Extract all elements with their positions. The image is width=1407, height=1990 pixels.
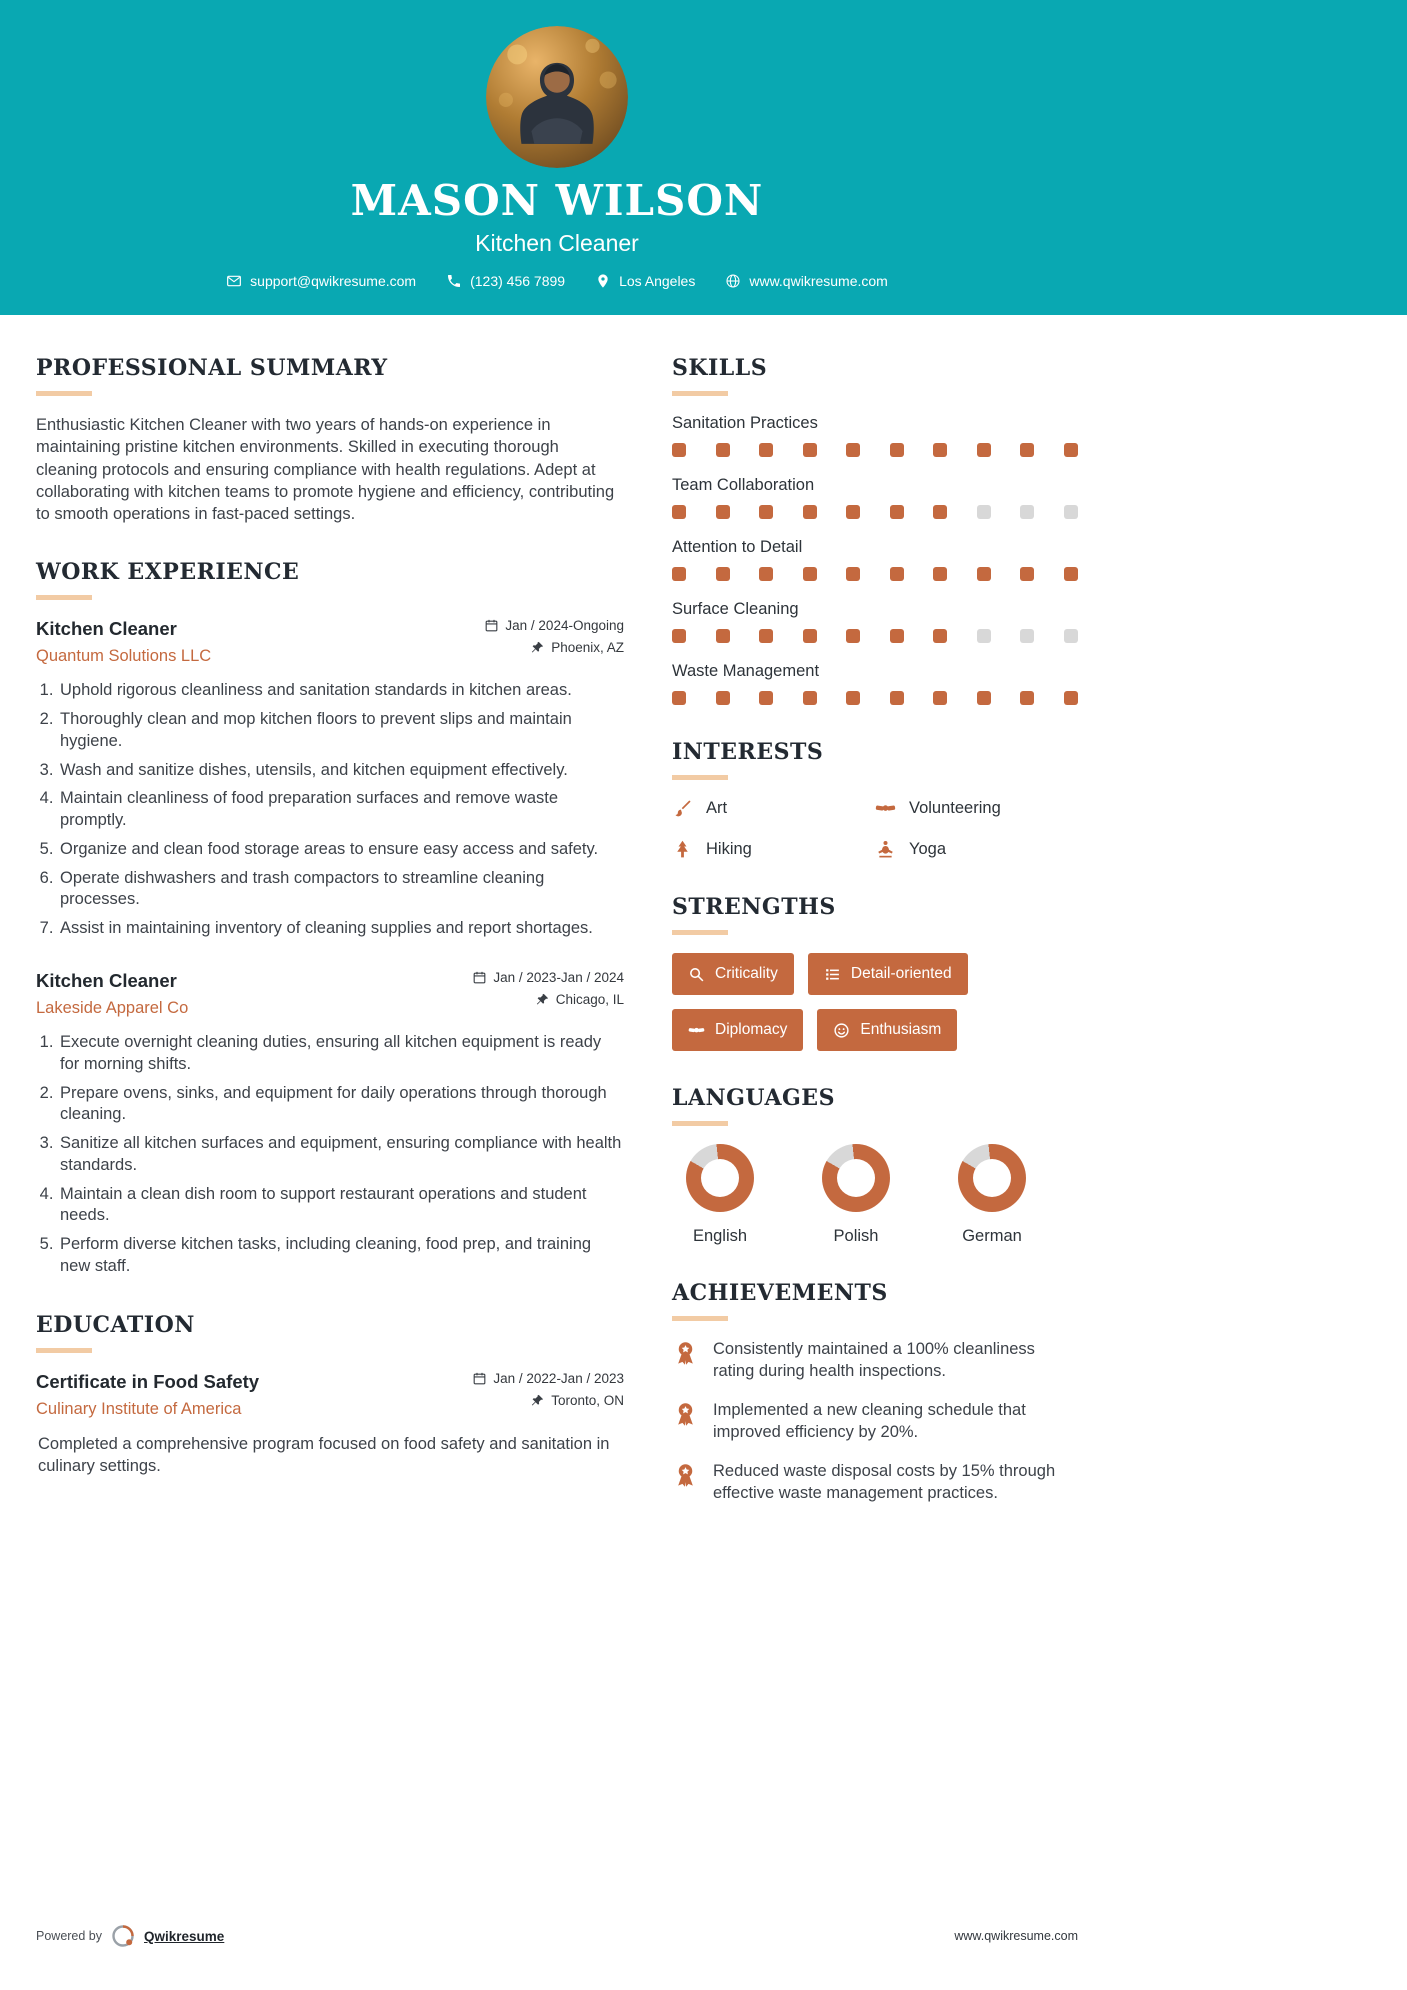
skill-level-square bbox=[933, 567, 947, 581]
education-dates bbox=[472, 1371, 624, 1386]
candidate-title: Kitchen Cleaner bbox=[475, 230, 639, 256]
skill-level-square bbox=[716, 567, 730, 581]
summary-section bbox=[36, 355, 624, 525]
skill-level-square bbox=[1020, 691, 1034, 705]
skill-level-square bbox=[803, 567, 817, 581]
skill-level-square bbox=[1020, 443, 1034, 457]
pushpin-icon bbox=[530, 640, 545, 655]
skill-level-square bbox=[759, 505, 773, 519]
achievements-section bbox=[672, 1280, 1078, 1505]
strength-badge-enthusiasm bbox=[817, 1009, 957, 1051]
skill-level-square bbox=[716, 691, 730, 705]
interest-label: Volunteering bbox=[909, 799, 1001, 817]
skill-level-square bbox=[977, 629, 991, 643]
skill-level-square bbox=[977, 691, 991, 705]
contact-website-text: www.qwikresume.com bbox=[749, 273, 888, 289]
strength-label: Detail-oriented bbox=[850, 965, 952, 982]
strength-badge-detail-oriented bbox=[808, 953, 968, 995]
search-icon bbox=[688, 966, 705, 983]
language-donut-chart bbox=[958, 1144, 1026, 1212]
strength-badge-diplomacy bbox=[672, 1009, 803, 1051]
skill-level-square bbox=[846, 629, 860, 643]
skill-item bbox=[672, 600, 1078, 643]
resume-body bbox=[0, 315, 1114, 1924]
award-icon bbox=[672, 1401, 699, 1428]
achievements-heading: ACHIEVEMENTS bbox=[672, 1280, 888, 1306]
skill-item bbox=[672, 662, 1078, 705]
skills-heading: SKILLS bbox=[672, 355, 768, 381]
left-column bbox=[36, 355, 624, 1539]
interest-label: Art bbox=[706, 799, 728, 817]
skill-level-bar bbox=[672, 691, 1078, 705]
language-donut-chart bbox=[822, 1144, 890, 1212]
interest-volunteering bbox=[875, 798, 1078, 819]
skill-level-square bbox=[759, 443, 773, 457]
skill-item bbox=[672, 538, 1078, 581]
skill-level-square bbox=[803, 443, 817, 457]
tree-icon bbox=[672, 839, 693, 860]
heading-underline bbox=[672, 1121, 728, 1126]
skill-level-square bbox=[803, 505, 817, 519]
powered-by-label: Powered by bbox=[36, 1929, 103, 1943]
skill-level-square bbox=[977, 505, 991, 519]
job-bullet: 7. Assist in maintaining inventory of cleaning supplies and report shortages. bbox=[58, 918, 624, 940]
language-label: English bbox=[692, 1227, 748, 1245]
job-title: Kitchen Cleaner bbox=[36, 618, 177, 640]
interests-section bbox=[672, 739, 1078, 860]
achievement-text: Consistently maintained a 100% cleanliness rating during health inspections. bbox=[713, 1340, 1035, 1380]
strength-label: Enthusiasm bbox=[860, 1021, 942, 1038]
skill-level-square bbox=[1064, 691, 1078, 705]
summary-text: Enthusiastic Kitchen Cleaner with two years of hands-on experience in maintaining pristine kitchen environments. Skilled in executing thorough cleaning protocols and ensuring compliance with health regulations. Adept at collaborating with kitchen teams to promote hygiene and efficiency, contributing to smooth operations in fast-paced settings. bbox=[36, 416, 615, 524]
heading-underline bbox=[36, 595, 92, 600]
skill-level-square bbox=[846, 691, 860, 705]
skill-name: Attention to Detail bbox=[672, 538, 803, 556]
job-dates-text: Jan / 2023-Jan / 2024 bbox=[493, 969, 624, 985]
education-entry bbox=[36, 1371, 624, 1478]
powered-by bbox=[36, 1924, 224, 1948]
contact-location bbox=[595, 273, 695, 289]
candidate-name: MASON WILSON bbox=[350, 176, 764, 225]
contact-email[interactable] bbox=[226, 273, 416, 289]
job-title: Kitchen Cleaner bbox=[36, 969, 177, 991]
languages-heading: LANGUAGES bbox=[672, 1085, 835, 1111]
skills-section bbox=[672, 355, 1078, 705]
education-dates-text: Jan / 2022-Jan / 2023 bbox=[493, 1370, 624, 1386]
award-icon bbox=[672, 1340, 699, 1367]
language-item bbox=[816, 1144, 896, 1246]
skill-level-square bbox=[759, 567, 773, 581]
contact-email-text: support@qwikresume.com bbox=[250, 273, 417, 289]
experience-section bbox=[36, 559, 624, 1277]
language-donut-chart bbox=[686, 1144, 754, 1212]
skill-level-square bbox=[672, 691, 686, 705]
skill-level-square bbox=[1020, 629, 1034, 643]
interest-label: Yoga bbox=[909, 840, 947, 858]
job-bullet: 1. Uphold rigorous cleanliness and sanitation standards in kitchen areas. bbox=[58, 680, 624, 702]
skill-level-square bbox=[803, 691, 817, 705]
education-heading: EDUCATION bbox=[36, 1311, 195, 1338]
job-company: Quantum Solutions LLC bbox=[36, 647, 212, 666]
skill-level-square bbox=[1020, 505, 1034, 519]
language-label: Polish bbox=[833, 1227, 879, 1245]
heading-underline bbox=[672, 775, 728, 780]
globe-icon bbox=[725, 273, 741, 289]
job-company: Lakeside Apparel Co bbox=[36, 998, 189, 1017]
education-school: Culinary Institute of America bbox=[36, 1399, 242, 1418]
skill-level-bar bbox=[672, 629, 1078, 643]
skill-level-square bbox=[1064, 505, 1078, 519]
achievement-item bbox=[672, 1339, 1078, 1383]
education-description: Completed a comprehensive program focused on food safety and sanitation in culinary settings. bbox=[38, 1434, 610, 1475]
achievement-item bbox=[672, 1400, 1078, 1444]
list-icon bbox=[824, 966, 841, 983]
skill-level-square bbox=[890, 567, 904, 581]
contact-phone bbox=[446, 273, 565, 289]
skill-level-square bbox=[890, 443, 904, 457]
job-bullet: 3. Wash and sanitize dishes, utensils, and kitchen equipment effectively. bbox=[58, 760, 624, 782]
footer-website: www.qwikresume.com bbox=[954, 1929, 1078, 1943]
job-bullet: 4. Maintain a clean dish room to support restaurant operations and student needs. bbox=[58, 1184, 624, 1228]
skill-level-square bbox=[759, 691, 773, 705]
skill-level-square bbox=[1064, 629, 1078, 643]
job-bullet-list bbox=[36, 1032, 624, 1278]
skill-name: Team Collaboration bbox=[672, 476, 815, 494]
contact-bar bbox=[226, 273, 888, 289]
job-bullet: 1. Execute overnight cleaning duties, ensuring all kitchen equipment is ready for morning shifts. bbox=[58, 1032, 624, 1076]
strength-label: Criticality bbox=[715, 965, 778, 982]
skill-level-square bbox=[846, 567, 860, 581]
pushpin-icon bbox=[530, 1393, 545, 1408]
heading-underline bbox=[672, 1316, 728, 1321]
smiley-icon bbox=[833, 1022, 850, 1039]
interest-art bbox=[672, 798, 875, 819]
contact-phone-text: (123) 456 7899 bbox=[470, 273, 566, 289]
contact-location-text: Los Angeles bbox=[619, 273, 696, 289]
skill-level-square bbox=[933, 691, 947, 705]
job-dates-text: Jan / 2024-Ongoing bbox=[505, 618, 624, 634]
job-location bbox=[530, 640, 624, 655]
skill-item bbox=[672, 414, 1078, 457]
skill-level-square bbox=[803, 629, 817, 643]
experience-heading: WORK EXPERIENCE bbox=[36, 559, 300, 586]
handshake-icon bbox=[875, 798, 896, 819]
strengths-heading: STRENGTHS bbox=[672, 894, 836, 920]
skill-level-square bbox=[933, 505, 947, 519]
skill-level-square bbox=[716, 629, 730, 643]
calendar-icon bbox=[484, 618, 499, 633]
interests-heading: INTERESTS bbox=[672, 739, 824, 765]
interest-yoga bbox=[875, 839, 1078, 860]
job-bullet: 5. Perform diverse kitchen tasks, including cleaning, food prep, and training new staff. bbox=[58, 1234, 624, 1278]
skill-level-square bbox=[933, 443, 947, 457]
skill-level-bar bbox=[672, 443, 1078, 457]
heading-underline bbox=[36, 391, 92, 396]
strengths-section bbox=[672, 894, 1078, 1051]
skill-level-bar bbox=[672, 505, 1078, 519]
contact-website[interactable] bbox=[725, 273, 887, 289]
language-item bbox=[952, 1144, 1032, 1246]
skill-level-square bbox=[672, 443, 686, 457]
interest-label: Hiking bbox=[706, 840, 752, 858]
job-location-text: Chicago, IL bbox=[555, 991, 624, 1007]
pushpin-icon bbox=[535, 992, 550, 1007]
skill-name: Waste Management bbox=[672, 662, 820, 680]
skill-name: Sanitation Practices bbox=[672, 414, 818, 432]
achievement-text: Reduced waste disposal costs by 15% through effective waste management practices. bbox=[713, 1461, 1056, 1502]
languages-section bbox=[672, 1085, 1078, 1246]
skill-level-square bbox=[1064, 567, 1078, 581]
job-bullet: 3. Sanitize all kitchen surfaces and equipment, ensuring compliance with health standards. bbox=[58, 1133, 624, 1177]
skill-level-square bbox=[672, 629, 686, 643]
job-entry bbox=[36, 970, 624, 1278]
yoga-icon bbox=[875, 839, 896, 860]
skill-level-square bbox=[977, 443, 991, 457]
job-dates bbox=[472, 970, 624, 985]
calendar-icon bbox=[472, 970, 487, 985]
email-icon bbox=[226, 273, 242, 289]
job-location-text: Phoenix, AZ bbox=[551, 640, 624, 656]
profile-photo-image bbox=[486, 26, 628, 168]
skill-level-square bbox=[716, 505, 730, 519]
skill-level-square bbox=[759, 629, 773, 643]
heading-underline bbox=[36, 1348, 92, 1353]
skill-level-square bbox=[846, 443, 860, 457]
skill-level-bar bbox=[672, 567, 1078, 581]
job-entry bbox=[36, 618, 624, 940]
profile-photo bbox=[486, 26, 628, 168]
skill-level-square bbox=[977, 567, 991, 581]
education-location-text: Toronto, ON bbox=[551, 1392, 624, 1408]
skill-level-square bbox=[672, 505, 686, 519]
job-bullet: 6. Operate dishwashers and trash compactors to streamline cleaning processes. bbox=[58, 868, 624, 912]
education-location bbox=[530, 1393, 624, 1408]
summary-heading: PROFESSIONAL SUMMARY bbox=[36, 355, 388, 381]
skill-level-square bbox=[1020, 567, 1034, 581]
skill-level-square bbox=[716, 443, 730, 457]
strength-badge-criticality bbox=[672, 953, 794, 995]
award-icon bbox=[672, 1462, 699, 1489]
footer bbox=[0, 1924, 1114, 1948]
job-bullet: 5. Organize and clean food storage areas to ensure easy access and safety. bbox=[58, 839, 624, 861]
education-section bbox=[36, 1312, 624, 1478]
qwikresume-logo bbox=[111, 1924, 135, 1948]
qwikresume-link[interactable]: Qwikresume bbox=[144, 1928, 225, 1944]
skill-level-square bbox=[890, 505, 904, 519]
heading-underline bbox=[672, 391, 728, 396]
skill-name: Surface Cleaning bbox=[672, 600, 799, 618]
paintbrush-icon bbox=[672, 798, 693, 819]
skill-level-square bbox=[890, 691, 904, 705]
achievement-text: Implemented a new cleaning schedule that improved efficiency by 20%. bbox=[713, 1400, 1026, 1441]
achievement-item bbox=[672, 1461, 1078, 1505]
skill-level-square bbox=[890, 629, 904, 643]
phone-icon bbox=[446, 273, 462, 289]
job-dates bbox=[484, 618, 624, 633]
skill-item bbox=[672, 476, 1078, 519]
language-label: German bbox=[962, 1227, 1022, 1245]
right-column bbox=[672, 355, 1078, 1539]
handshake-icon bbox=[688, 1022, 705, 1039]
skill-level-square bbox=[672, 567, 686, 581]
language-item bbox=[680, 1144, 760, 1246]
job-bullet-list bbox=[36, 680, 624, 940]
calendar-icon bbox=[472, 1371, 487, 1386]
heading-underline bbox=[672, 930, 728, 935]
job-bullet: 2. Prepare ovens, sinks, and equipment for daily operations through thorough cleaning. bbox=[58, 1083, 624, 1127]
strength-label: Diplomacy bbox=[715, 1021, 788, 1038]
skill-level-square bbox=[1064, 443, 1078, 457]
job-location bbox=[535, 992, 624, 1007]
education-degree: Certificate in Food Safety bbox=[36, 1370, 260, 1392]
skill-level-square bbox=[846, 505, 860, 519]
skill-level-square bbox=[933, 629, 947, 643]
interest-hiking bbox=[672, 839, 875, 860]
job-bullet: 2. Thoroughly clean and mop kitchen floors to prevent slips and maintain hygiene. bbox=[58, 709, 624, 753]
header bbox=[0, 0, 1407, 315]
job-bullet: 4. Maintain cleanliness of food preparation surfaces and remove waste promptly. bbox=[58, 788, 624, 832]
location-icon bbox=[595, 273, 611, 289]
